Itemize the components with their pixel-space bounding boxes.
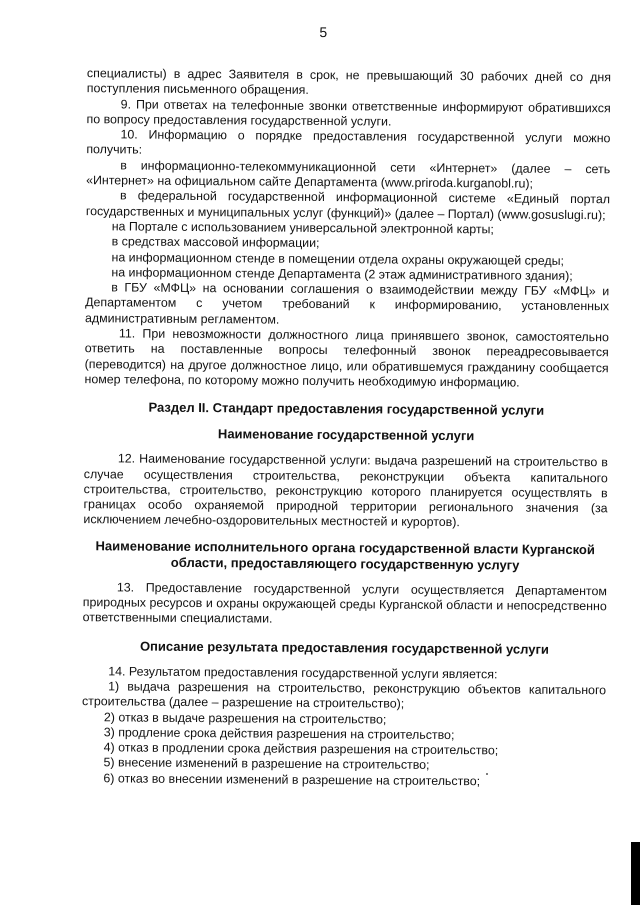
- list-item: 4) отказ в продлении срока действия разрешения на строительство;: [103, 740, 499, 758]
- scan-edge-mark: [631, 842, 640, 905]
- paragraph-14: 14. Результатом предоставления государственной услуги является:: [108, 663, 498, 682]
- section-title: Раздел II. Стандарт предоставления государственной услуги: [148, 399, 545, 418]
- page-content: [81, 66, 611, 790]
- paragraph-11: 11. При невозможности должностного лица принявшего звонок, самостоятельно ответить на поставленные вопросы телефонный звонок переадресовывается (переводится) на другое должностное лицо, или обратившемуся гражданину сообщается номер телефона, по которому можно получить необходимую информацию.: [84, 326, 609, 390]
- list-item: в средствах массовой информации;: [111, 234, 320, 251]
- page-number: 5: [319, 23, 328, 41]
- paragraph-continuation: специалисты) в адрес Заявителя в срок, не превышающий 30 рабочих дней со дня поступления письменного обращения.: [86, 66, 611, 98]
- list-item: на Портале с использованием универсальной электронной карты;: [111, 219, 494, 237]
- list-item: на информационном стенде Департамента (2 этаж административного здания);: [111, 265, 573, 283]
- list-item: на информационном стенде в помещении отдела охраны окружающей среды;: [111, 249, 565, 268]
- list-item: 2) отказ в выдаче разрешения на строительство;: [103, 709, 387, 727]
- heading-service-name: Наименование государственной услуги: [217, 426, 475, 444]
- paragraph-13: 13. Предоставление государственной услуги осуществляется Департаментом природных ресурсов и охраны окружающей среды Курганской области и непосредственно ответственными специалистами.: [82, 580, 607, 626]
- list-item: в федеральной государственной информационной системе «Единый портал государственных и муниципальных услуг (функций)» (далее – Портал) (www.gosuslugi.ru);: [85, 188, 611, 222]
- scan-speck: [486, 773, 488, 775]
- list-item: 6) отказ во внесении изменений в разрешение на строительство;: [103, 770, 481, 788]
- paragraph-9: 9. При ответах на телефонные звонки ответственные информируют обратившихся по вопросу предоставления государственной услуги.: [86, 97, 611, 129]
- paragraph-12: 12. Наименование государственной услуги: выдача разрешений на строительство в случае осуществления строительства, реконструкции объекта капитального строительства, строительство, реконструкцию которого планируется осуществлять в границах особо охраняемой природной территории регионального значения (за исключением лечебно-оздоровительных местностей и курортов).: [83, 451, 608, 530]
- paragraph-10: 10. Информацию о порядке предоставления государственной услуги можно получить:: [86, 127, 611, 158]
- list-item: в ГБУ «МФЦ» на основании соглашения о взаимодействии между ГБУ «МФЦ» и Департаментом с учетом требований к информированию, установленных административным регламентом.: [84, 280, 610, 327]
- list-item: 3) продление срока действия разрешения на строительство;: [103, 725, 455, 742]
- heading-authority: Наименование исполнительного органа государственной власти Курганской области, предоставляющего государственную услугу: [95, 537, 595, 573]
- list-item: в информационно-телекоммуникационной сети «Интернет» (далее – сеть «Интернет» на официальном сайте Департамента (www.priroda.kurganobl.ru);: [86, 158, 611, 191]
- heading-result: Описание результата предоставления государственной услуги: [139, 638, 549, 657]
- list-item: 5) внесение изменений в разрешение на строительство;: [103, 755, 430, 773]
- list-item: 1) выдача разрешения на строительство, реконструкцию объектов капитального строительства (далее – разрешение на строительство);: [81, 679, 607, 711]
